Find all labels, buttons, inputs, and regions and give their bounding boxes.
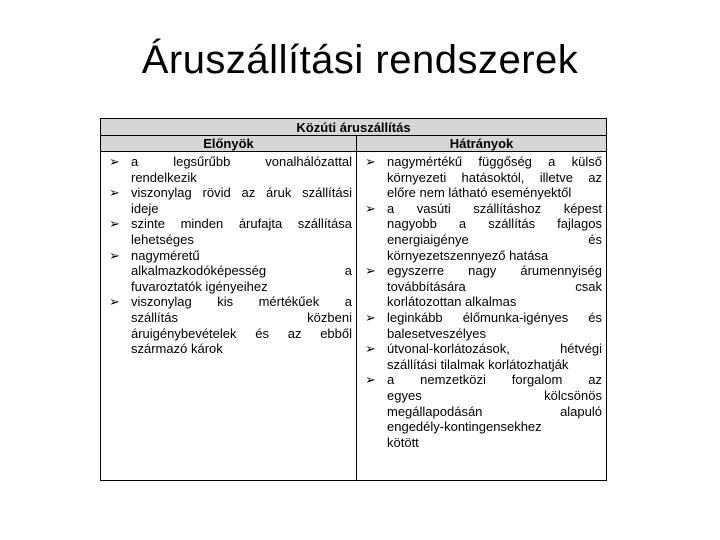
item-line: a nemzetközi forgalom az [387,372,602,388]
advantage-item [105,216,352,247]
advantage-item [105,248,352,295]
table-caption: Közúti áruszállítás [101,119,606,136]
bullet-arrow-icon: ➢ [365,341,376,357]
disadvantage-item [361,310,602,341]
bullet-arrow-icon: ➢ [365,372,376,388]
disadvantage-item [361,263,602,310]
item-line: leginkább élőmunka-igényes és [387,309,602,325]
bullet-arrow-icon: ➢ [365,154,376,169]
item-line: egyszerre nagy árumennyiség [387,263,602,279]
advantage-item [105,294,352,356]
advantage-item [105,185,352,216]
item-line: a vasúti szállításhoz képest [387,200,602,216]
item-line: rendelkezik [131,169,197,185]
item-line: viszonylag rövid az áruk szállítási [131,185,352,201]
item-line: balesetveszélyes [387,325,486,341]
bullet-arrow-icon: ➢ [365,263,376,279]
bullet-arrow-icon: ➢ [109,154,120,169]
item-line: nagyobb a szállítás fajlagos [387,216,602,232]
item-line: nagymértékű függőség a külső [387,154,602,169]
bullet-arrow-icon: ➢ [365,200,376,216]
advantages-header: Előnyök [101,136,357,151]
bullet-arrow-icon: ➢ [109,294,120,310]
disadvantages-column [357,152,606,480]
disadvantage-item [361,372,602,450]
item-line: energiaigénye és [387,231,602,247]
disadvantage-item [361,341,602,372]
item-line: útvonal-korlátozások, hétvégi [387,341,602,357]
bullet-arrow-icon: ➢ [109,247,120,263]
item-line: szállítási tilalmak korlátozhatják [387,356,569,372]
item-line: fuvaroztatók igényeihez [131,278,268,294]
item-line: viszonylag kis mértékűek a [131,294,352,310]
item-line: előre nem látható eseményektől [387,185,572,201]
item-line: kötött [387,434,419,450]
item-line: továbbítására csak [387,278,602,294]
item-line: alkalmazkodóképesség a [131,263,352,279]
table-header-row [101,136,606,152]
item-line: lehetséges [131,231,194,247]
item-line: származó károk [131,341,223,357]
bullet-arrow-icon: ➢ [109,216,120,232]
item-line: környezeti hatásoktól, illetve az [387,169,602,185]
item-line: a legsűrűbb vonalhálózattal [131,154,352,169]
item-line: korlátozottan alkalmas [387,294,517,310]
item-line: ideje [131,200,159,216]
bullet-arrow-icon: ➢ [109,185,120,201]
bullet-arrow-icon: ➢ [365,309,376,325]
advantage-item [105,154,352,185]
item-line: megállapodásán alapuló [387,403,602,419]
item-line: környezetszennyező hatása [387,247,549,263]
disadvantage-item [361,201,602,263]
advantages-column [101,152,357,480]
item-line: nagyméretű [131,247,200,263]
item-line: áruigénybevételek és az ebből [131,325,352,341]
item-line: engedély-kontingensekhez [387,419,542,435]
disadvantage-item [361,154,602,201]
slide-title: Áruszállítási rendszerek [141,38,579,82]
item-line: szinte minden árufajta szállítása [131,216,352,232]
item-line: szállítás közbeni [131,309,352,325]
disadvantages-header: Hátrányok [449,136,514,151]
comparison-table [100,118,607,481]
item-line: egyes kölcsönös [387,387,602,403]
